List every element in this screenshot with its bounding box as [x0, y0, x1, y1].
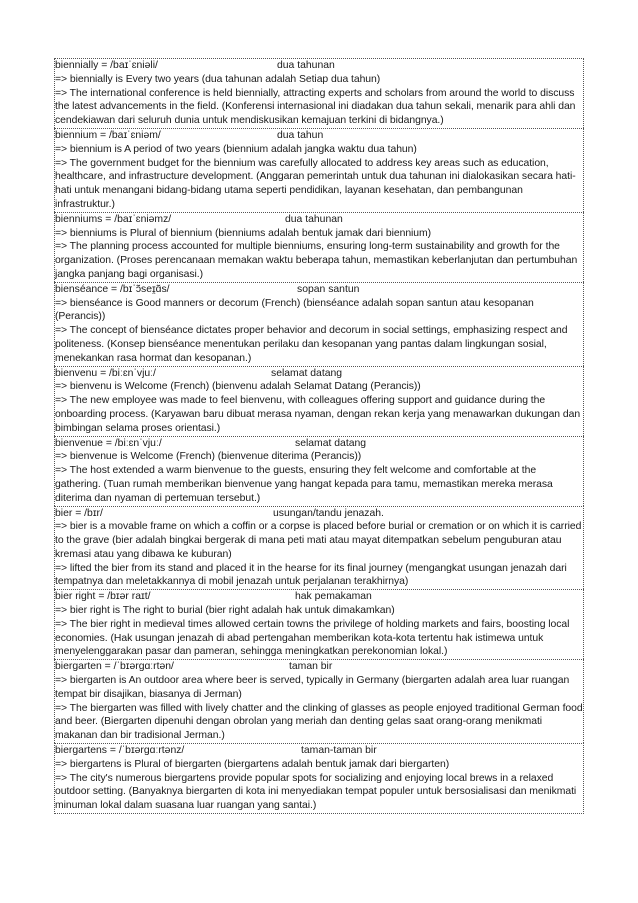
example-line: => The government budget for the biennium was carefully allocated to address key areas such as education, healthcare, and infrastructure development. (Anggaran pemerintah untuk dua tahunan ini dialokasikan secara hati-hati untuk menangani bidang-bidang utama seperti pendidikan, layanan kesehatan, dan pembangunan infrastruktur.): [55, 157, 576, 210]
translation: hak pemakaman: [295, 591, 372, 603]
definition-line: => biergartens is Plural of biergarten (biergartens adalah bentuk jamak dari biergarten): [55, 758, 450, 770]
translation: taman-taman bir: [301, 745, 377, 757]
entry-biergarten: [54, 659, 584, 743]
entry-header: [55, 507, 583, 521]
definition-line: => bienvenu is Welcome (French) (bienvenu adalah Selamat Datang (Perancis)): [55, 381, 421, 393]
example-line: => The city's numerous biergartens provide popular spots for socializing and enjoying local brews in a relaxed outdoor setting. (Banyaknya biergarten di kota ini menyediakan tempat populer untuk bersosialisasi dan menikmati minuman lokal dalam suasana luar ruangan yang santai.): [55, 772, 577, 812]
headword: bienvenu = /biːɛnˈvjuː/: [55, 367, 156, 379]
headword: biennially = /baɪˈɛniəli/: [55, 60, 158, 71]
translation: dua tahunan: [277, 60, 335, 71]
definition-line: => bier is a movable frame on which a coffin or a corpse is placed before burial or cremation or on which it is carried to the grave (bier adalah bingkai bergerak di mana peti mati atau mayat ditempatkan sebelum penguburan atau kremasi atau yang dibawa ke kuburan): [55, 521, 582, 560]
entry-bienvenu: [54, 366, 584, 436]
headword: biergarten = /ˈbɪərgɑːrtən/: [55, 661, 174, 673]
example-line: => The new employee was made to feel bienvenu, with colleagues offering support and guidance during the onboarding process. (Karyawan baru dibuat merasa nyaman, dengan rekan kerja yang menawarkan dukungan dan bimbingan selama proses orientasi.): [55, 395, 581, 434]
headword: biennium = /baɪˈɛniəm/: [55, 129, 161, 141]
translation: selamat datang: [271, 367, 343, 379]
headword: bier = /bɪr/: [55, 507, 103, 519]
example-line: => lifted the bier from its stand and placed it in the hearse for its final journey (mengangkat usungan jenazah dari tempatnya dan meletakkannya di mobil jenazah untuk perjalanan terakhirnya): [55, 562, 567, 588]
example-line: => The biergarten was filled with lively chatter and the clinking of glasses as people enjoyed traditional German food and beer. (Biergarten dipenuhi dengan obrolan yang meriah dan denting gelas saat orang-orang menikmati makanan dan bir tradisional Jerman.): [55, 702, 583, 742]
entry-biennium: [54, 128, 584, 212]
definition-line: => biennially is Every two years (dua tahunan adalah Setiap dua tahun): [55, 73, 381, 85]
headword: bienniums = /baɪˈɛniəmz/: [55, 213, 172, 225]
entry-header: [55, 660, 583, 674]
entry-bienseance: [54, 282, 584, 366]
translation: selamat datang: [295, 437, 367, 449]
entry-header: [55, 437, 583, 451]
example-line: => The planning process accounted for multiple bienniums, ensuring long-term sustainability and growth for the organization. (Proses perencanaan memakan waktu beberapa tahun, memastikan keberlanjutan dan pertumbuhan jangka panjang bagi organisasi.): [55, 241, 578, 280]
translation: sopan santun: [297, 283, 360, 295]
entry-bienvenue: [54, 436, 584, 506]
definition-line: => biennium is A period of two years (biennium adalah jangka waktu dua tahun): [55, 143, 417, 155]
entry-biennially: [54, 58, 584, 128]
entry-header: [55, 283, 583, 297]
entry-header: [55, 744, 583, 758]
translation: dua tahun: [277, 129, 324, 141]
definition-line: => bier right is The right to burial (bier right adalah hak untuk dimakamkan): [55, 605, 395, 617]
entry-header: [55, 367, 583, 381]
definition-line: => biergarten is An outdoor area where beer is served, typically in Germany (biergarten adalah area luar ruangan tempat bir disajikan, biasanya di Jerman): [55, 675, 570, 700]
translation: usungan/tandu jenazah.: [273, 507, 384, 519]
definition-line: => bienniums is Plural of biennium (bienniums adalah bentuk jamak dari biennium): [55, 227, 432, 239]
headword: bienvenue = /biːɛnˈvjuː/: [55, 437, 162, 449]
translation: taman bir: [289, 661, 333, 673]
headword: bienséance = /bɪˈɔ̃seɪ̯ɑ̃s/: [55, 283, 170, 295]
entry-biergartens: [54, 743, 584, 814]
headword: biergartens = /ˈbɪərgɑːrtənz/: [55, 745, 185, 757]
entry-header: [55, 590, 583, 604]
entry-header: [55, 129, 583, 143]
example-line: => The bier right in medieval times allowed certain towns the privilege of holding markets and fairs, boosting local economies. (Hak usungan jenazah di abad pertengahan memberikan kota-kota tertentu hak istimewa untuk menyelenggarakan pasar dan pameran, sehingga meningkatkan perekonomian lokal.): [55, 618, 570, 658]
example-line: => The international conference is held biennially, attracting experts and scholars from around the world to discuss the latest advancements in the field. (Konferensi internasional ini diadakan dua tahun sekali, menarik para ahli dan cendekiawan dari seluruh dunia untuk mendiskusikan kemajuan terkini di bidangnya.): [55, 87, 576, 127]
example-line: => The host extended a warm bienvenue to the guests, ensuring they felt welcome and comfortable at the gathering. (Tuan rumah memberikan bienvenue yang hangat kepada para tamu, memastikan mereka merasa diterima dan nyaman di pertemuan tersebut.): [55, 465, 553, 504]
example-line: => The concept of bienséance dictates proper behavior and decorum in social settings, emphasizing respect and politeness. (Konsep bienséance menentukan perilaku dan kesopanan yang pantas dalam lingkungan sosial, menekankan rasa hormat dan kesopanan.): [55, 325, 568, 364]
dictionary-page: [54, 58, 584, 814]
entry-header: [55, 59, 583, 73]
translation: dua tahunan: [285, 213, 343, 225]
entry-bier-right: [54, 589, 584, 659]
entry-header: [55, 213, 583, 227]
definition-line: => bienséance is Good manners or decorum (French) (bienséance adalah sopan santun atau kesopanan (Perancis)): [55, 297, 534, 323]
entry-bier: [54, 506, 584, 590]
entry-bienniums: [54, 212, 584, 282]
definition-line: => bienvenue is Welcome (French) (bienvenue diterima (Perancis)): [55, 451, 362, 463]
headword: bier right = /bɪər raɪt/: [55, 591, 151, 603]
